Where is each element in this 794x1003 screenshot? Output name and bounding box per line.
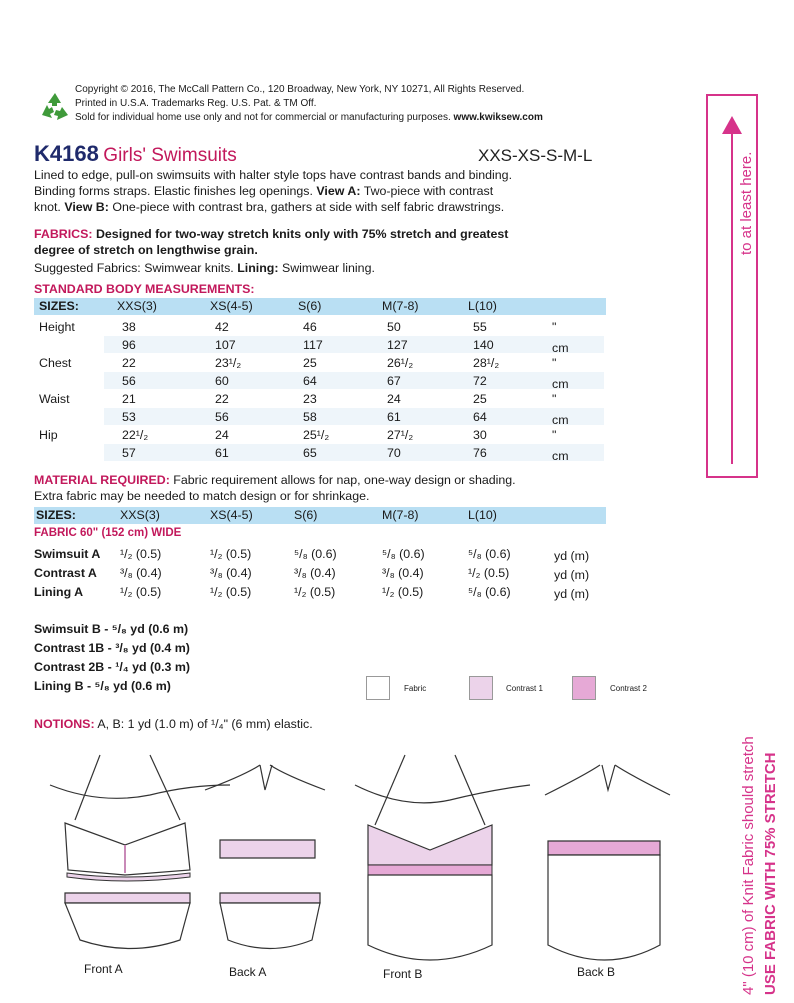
size-col-header: XXS(3) [120,508,160,522]
front-a-label: Front A [84,962,123,976]
material-cell: ⁵/₈ (0.6) [382,547,425,561]
pattern-title [34,141,237,167]
measurement-cell: 58 [303,410,317,424]
notions-text: A, B: 1 yd (1.0 m) of ¹/₄" (6 mm) elastic. [97,717,313,731]
material-unit: yd (m) [554,549,590,563]
contrast-2-legend-label: Contrast 2 [610,684,647,693]
measurement-cell: 107 [215,338,236,352]
view-a-text-end: knot. [34,200,61,214]
size-col-header: XS(4-5) [210,508,253,522]
material-cell: ¹/₂ (0.5) [210,547,252,561]
fabric-width: FABRIC 60" (152 cm) WIDE [34,527,182,539]
stretch-arrow-text: to at least here. [738,151,755,255]
measurement-cell: 56 [122,374,136,388]
measurement-cell: 22¹/₂ [122,428,149,442]
size-col-header: L(10) [468,299,497,313]
back-b-label: Back B [577,965,616,979]
material-cell: ¹/₂ (0.5) [382,585,424,599]
front-a-illustration [50,755,230,949]
measurement-cell: 61 [387,410,401,424]
copyright-line-3 [75,111,543,125]
measurement-cell: 72 [473,374,487,388]
measurement-cell: 61 [215,446,229,460]
size-col-header: XXS(3) [117,299,157,313]
material-cell: ¹/₂ (0.5) [120,585,162,599]
measurement-cell: 55 [473,320,487,334]
measurement-cell: 24 [387,392,401,406]
material-section [34,472,634,504]
fabric-legend-label: Fabric [404,684,427,693]
view-b-requirement: Contrast 2B - ¹/₄ yd (0.3 m) [34,660,190,674]
measurement-row-stripe [104,372,604,389]
measurement-cell: 60 [215,374,229,388]
back-a-illustration [205,765,325,949]
measurement-unit: cm [552,341,569,355]
measurement-unit: " [552,392,557,406]
material-row-label: Swimsuit A [34,547,101,561]
garment-illustrations [30,745,690,985]
measurement-cell: 53 [122,410,136,424]
pattern-name: Girls' Swimsuits [103,145,237,166]
measurement-unit: cm [552,377,569,391]
measurement-cell: 25 [473,392,487,406]
description-line-3 [34,199,624,215]
measurement-cell: 76 [473,446,487,460]
measurements-title: STANDARD BODY MEASUREMENTS: [34,282,255,296]
measurement-row-label: Waist [39,392,70,406]
measurement-cell: 25 [303,356,317,370]
measurement-cell: 65 [303,446,317,460]
pattern-sizes: XXS-XS-S-M-L [478,146,593,165]
measurement-row-label: Chest [39,356,72,370]
stretch-requirement: USE FABRIC WITH 75% STRETCH [762,752,779,995]
view-a-label: View A: [316,184,361,198]
description-text: Binding forms straps. Elastic finishes leg openings. [34,184,313,198]
website-link[interactable]: www.kwiksew.com [453,112,543,123]
measurement-cell: 23¹/₂ [215,356,242,370]
measurement-cell: 26¹/₂ [387,356,414,370]
measurement-cell: 56 [215,410,229,424]
material-cell: ¹/₂ (0.5) [120,547,162,561]
view-b-requirement: Swimsuit B - ⁵/₈ yd (0.6 m) [34,622,189,636]
lining-value: Swimwear lining. [281,261,375,275]
fabrics-label: FABRICS: [34,227,93,241]
measurement-row-label: Height [39,320,75,334]
measurement-cell: 38 [122,320,136,334]
measurement-unit: cm [552,413,569,427]
stretch-instruction: 4" (10 cm) of Knit Fabric should stretch [740,736,757,995]
material-cell: ³/₈ (0.4) [294,566,336,580]
copyright-line-2: Printed in U.S.A. Trademarks Reg. U.S. Pat. & TM Off. [75,98,317,109]
size-col-header: M(7-8) [382,508,419,522]
material-cell: ³/₈ (0.4) [382,566,424,580]
material-label: MATERIAL REQUIRED: [34,473,170,487]
material-cell: ⁵/₈ (0.6) [468,547,511,561]
description-line-2 [34,183,624,199]
measurement-cell: 57 [122,446,136,460]
measurement-cell: 96 [122,338,136,352]
contrast-1-legend-label: Contrast 1 [506,684,543,693]
material-text-2: Extra fabric may be needed to match design or for shrinkage. [34,489,370,503]
notions-label: NOTIONS: [34,717,95,731]
copyright-line-1: Copyright © 2016, The McCall Pattern Co., 120 Broadway, New York, NY 10271, All Rights Reserved. [75,84,525,95]
measurement-cell: 27¹/₂ [387,428,414,442]
material-text: Fabric requirement allows for nap, one-way design or shading. [173,473,516,487]
sizes-header: SIZES: [39,299,79,313]
size-col-header: S(6) [298,299,322,313]
measurement-cell: 25¹/₂ [303,428,330,442]
size-col-header: S(6) [294,508,318,522]
contrast-1-swatch [469,676,493,700]
contrast-2-swatch [572,676,596,700]
recycle-icon [38,90,72,124]
suggested-value: Swimwear knits. [144,261,234,275]
notions [34,716,313,732]
measurement-row-label: Hip [39,428,58,442]
view-b-text: One-piece with contrast bra, gathers at side with self fabric drawstrings. [112,200,505,214]
measurement-unit: " [552,320,557,334]
material-unit: yd (m) [554,568,590,582]
measurement-cell: 140 [473,338,494,352]
copyright-use-text: Sold for individual home use only and not for commercial or manufacturing purposes. [75,112,451,123]
measurement-cell: 22 [122,356,136,370]
view-b-label: View B: [64,200,109,214]
suggested-label: Suggested Fabrics: [34,261,141,275]
description [34,167,624,215]
material-unit: yd (m) [554,587,590,601]
measurement-cell: 22 [215,392,229,406]
material-cell: ¹/₂ (0.5) [468,566,510,580]
measurement-cell: 127 [387,338,408,352]
fabric-swatch [366,676,390,700]
fabrics-text: Designed for two-way stretch knits only with 75% stretch and greatest [95,227,509,241]
view-a-text: Two-piece with contrast [363,184,494,198]
material-cell: ¹/₂ (0.5) [294,585,336,599]
measurement-cell: 46 [303,320,317,334]
measurement-unit: " [552,428,557,442]
material-cell: ⁵/₈ (0.6) [294,547,337,561]
fabrics-section [34,226,634,276]
size-col-header: M(7-8) [382,299,419,313]
back-b-illustration [545,765,670,960]
material-cell: ³/₈ (0.4) [210,566,252,580]
measurement-cell: 64 [303,374,317,388]
front-b-label: Front B [383,967,423,981]
measurement-row-stripe [104,408,604,425]
front-b-illustration [355,755,530,960]
material-cell: ³/₈ (0.4) [120,566,162,580]
measurement-row-stripe [104,336,604,353]
view-b-requirements [34,620,190,696]
measurement-cell: 70 [387,446,401,460]
fabrics-text-2: degree of stretch on lengthwise grain. [34,243,258,257]
material-row-label: Contrast A [34,566,97,580]
measurement-cell: 30 [473,428,487,442]
measurement-cell: 42 [215,320,229,334]
material-cell: ¹/₂ (0.5) [210,585,252,599]
size-col-header: XS(4-5) [210,299,253,313]
description-line-1: Lined to edge, pull-on swimsuits with halter style tops have contrast bands and binding. [34,168,513,182]
measurement-cell: 64 [473,410,487,424]
measurement-cell: 24 [215,428,229,442]
material-row-label: Lining A [34,585,84,599]
measurement-cell: 28¹/₂ [473,356,500,370]
measurement-cell: 23 [303,392,317,406]
measurement-cell: 67 [387,374,401,388]
measurement-cell: 117 [303,338,323,352]
size-col-header: L(10) [468,508,497,522]
pattern-code: K4168 [34,141,99,166]
lining-label: Lining: [237,261,279,275]
back-a-label: Back A [229,965,267,979]
measurement-cell: 50 [387,320,401,334]
material-cell: ⁵/₈ (0.6) [468,585,511,599]
measurement-cell: 21 [122,392,136,406]
measurement-unit: " [552,356,557,370]
view-b-requirement: Contrast 1B - ³/₈ yd (0.4 m) [34,641,190,655]
measurement-unit: cm [552,449,569,463]
sizes-header: SIZES: [36,508,76,522]
measurement-row-stripe [104,444,604,461]
view-b-requirement: Lining B - ⁵/₈ yd (0.6 m) [34,679,171,693]
